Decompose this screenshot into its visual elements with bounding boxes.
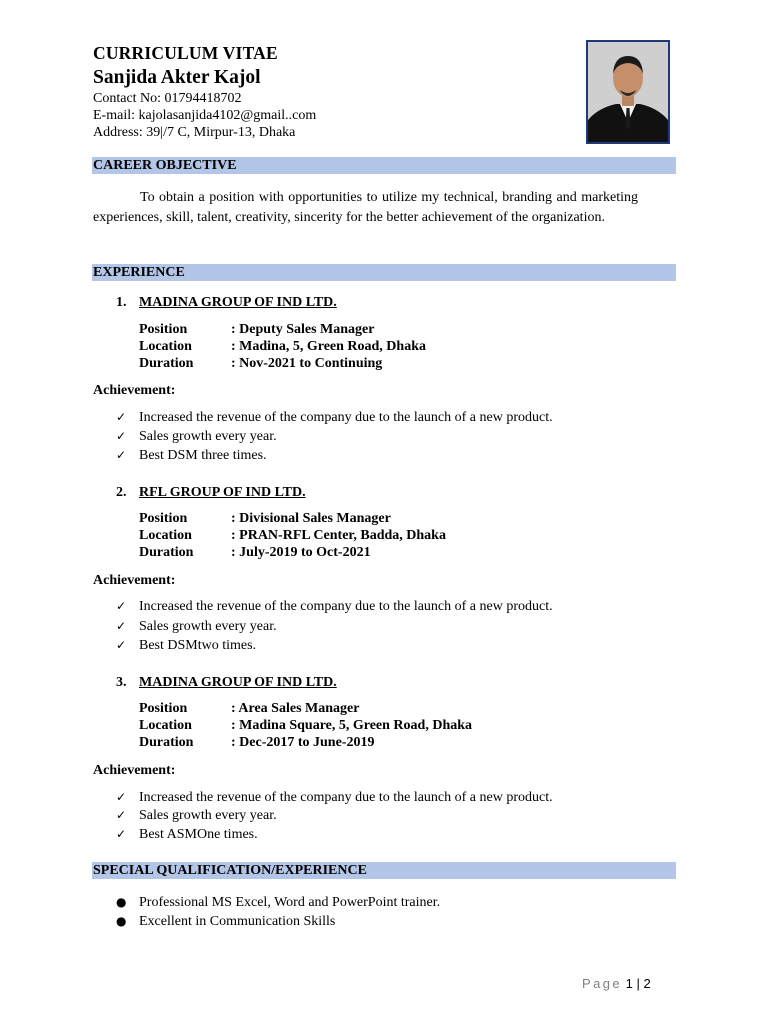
- current-page: 1: [625, 976, 633, 991]
- total-pages: 2: [643, 976, 651, 991]
- achievement-label: Achievement:: [93, 763, 176, 778]
- achievement-text: Sales growth every year.: [139, 429, 277, 444]
- check-icon: ✓: [116, 790, 127, 804]
- candidate-name: Sanjida Akter Kajol: [93, 67, 261, 88]
- company-name: MADINA GROUP OF IND LTD.: [139, 675, 337, 690]
- job-duration: [139, 355, 382, 372]
- check-icon: ✓: [116, 410, 127, 424]
- job-heading: [116, 675, 337, 691]
- job-duration: [139, 734, 374, 751]
- position-label: Position: [139, 511, 188, 526]
- bullet-dot-icon: ●: [116, 914, 127, 928]
- achievement-text: Best DSMtwo times.: [139, 638, 257, 653]
- check-icon: ✓: [116, 638, 127, 652]
- check-icon: ✓: [116, 619, 127, 633]
- duration-label: Duration: [139, 545, 194, 560]
- qualification-item: [116, 912, 335, 931]
- job-number: 2.: [116, 485, 127, 500]
- special-qualification-heading: SPECIAL QUALIFICATION/EXPERIENCE: [92, 862, 676, 879]
- check-icon: ✓: [116, 429, 127, 443]
- achievement-item: [116, 427, 277, 446]
- job-number: 3.: [116, 675, 127, 690]
- location-value: : Madina Square, 5, Green Road, Dhaka: [231, 718, 473, 733]
- profile-photo: [586, 40, 670, 144]
- duration-value: : July-2019 to Oct-2021: [231, 545, 371, 560]
- position-label: Position: [139, 322, 188, 337]
- career-objective-text: To obtain a position with opportunities to utilize my technical, branding and marketing experiences, skill, talent, creativity, sincerity for the better achievement of the organization.: [93, 190, 638, 225]
- contact-number: Contact No: 01794418702: [93, 91, 242, 106]
- check-icon: ✓: [116, 808, 127, 822]
- company-name: MADINA GROUP OF IND LTD.: [139, 295, 337, 310]
- position-value: : Deputy Sales Manager: [231, 322, 375, 337]
- career-objective-heading: CAREER OBJECTIVE: [92, 157, 676, 174]
- achievement-item: [116, 825, 258, 844]
- qualification-item: [116, 893, 440, 912]
- achievement-text: Best ASMOne times.: [139, 827, 258, 842]
- achievement-item: [116, 408, 553, 427]
- job-location: [139, 338, 426, 355]
- achievement-item: [116, 597, 553, 616]
- achievement-item: [116, 788, 553, 807]
- duration-value: : Nov-2021 to Continuing: [231, 356, 383, 371]
- check-icon: ✓: [116, 599, 127, 613]
- location-label: Location: [139, 339, 192, 354]
- company-name: RFL GROUP OF IND LTD.: [139, 485, 306, 500]
- qualification-text: Excellent in Communication Skills: [139, 914, 336, 929]
- location-label: Location: [139, 528, 192, 543]
- achievement-text: Increased the revenue of the company due to the launch of a new product.: [139, 599, 553, 614]
- page-number-footer: [582, 976, 651, 991]
- achievement-item: [116, 446, 267, 465]
- job-heading: [116, 295, 337, 311]
- check-icon: ✓: [116, 827, 127, 841]
- job-duration: [139, 544, 371, 561]
- check-icon: ✓: [116, 448, 127, 462]
- email-address: E-mail: kajolasanjida4102@gmail..com: [93, 108, 317, 123]
- achievement-text: Best DSM three times.: [139, 448, 267, 463]
- achievement-text: Sales growth every year.: [139, 619, 277, 634]
- job-position: [139, 510, 391, 527]
- achievement-text: Sales growth every year.: [139, 808, 277, 823]
- achievement-label: Achievement:: [93, 383, 176, 398]
- achievement-item: [116, 636, 256, 655]
- achievement-text: Increased the revenue of the company due to the launch of a new product.: [139, 790, 553, 805]
- duration-value: : Dec-2017 to June-2019: [231, 735, 375, 750]
- experience-heading: EXPERIENCE: [92, 264, 676, 281]
- bullet-dot-icon: ●: [116, 895, 127, 909]
- position-value: : Divisional Sales Manager: [231, 511, 391, 526]
- location-value: : Madina, 5, Green Road, Dhaka: [231, 339, 426, 354]
- duration-label: Duration: [139, 735, 194, 750]
- achievement-item: [116, 617, 277, 636]
- achievement-item: [116, 806, 277, 825]
- achievement-text: Increased the revenue of the company due to the launch of a new product.: [139, 410, 553, 425]
- job-location: [139, 717, 472, 734]
- document-title: CURRICULUM VITAE: [93, 43, 278, 63]
- qualification-text: Professional MS Excel, Word and PowerPoint trainer.: [139, 895, 441, 910]
- page-word: Page: [582, 976, 622, 991]
- page-separator: |: [636, 976, 640, 991]
- postal-address: Address: 39|/7 C, Mirpur-13, Dhaka: [93, 125, 296, 140]
- position-label: Position: [139, 701, 188, 716]
- job-heading: [116, 485, 306, 501]
- job-location: [139, 527, 446, 544]
- location-value: : PRAN-RFL Center, Badda, Dhaka: [231, 528, 446, 543]
- job-position: [139, 700, 359, 717]
- achievement-label: Achievement:: [93, 573, 176, 588]
- location-label: Location: [139, 718, 192, 733]
- position-value: : Area Sales Manager: [231, 701, 360, 716]
- job-number: 1.: [116, 295, 127, 310]
- duration-label: Duration: [139, 356, 194, 371]
- job-position: [139, 321, 375, 338]
